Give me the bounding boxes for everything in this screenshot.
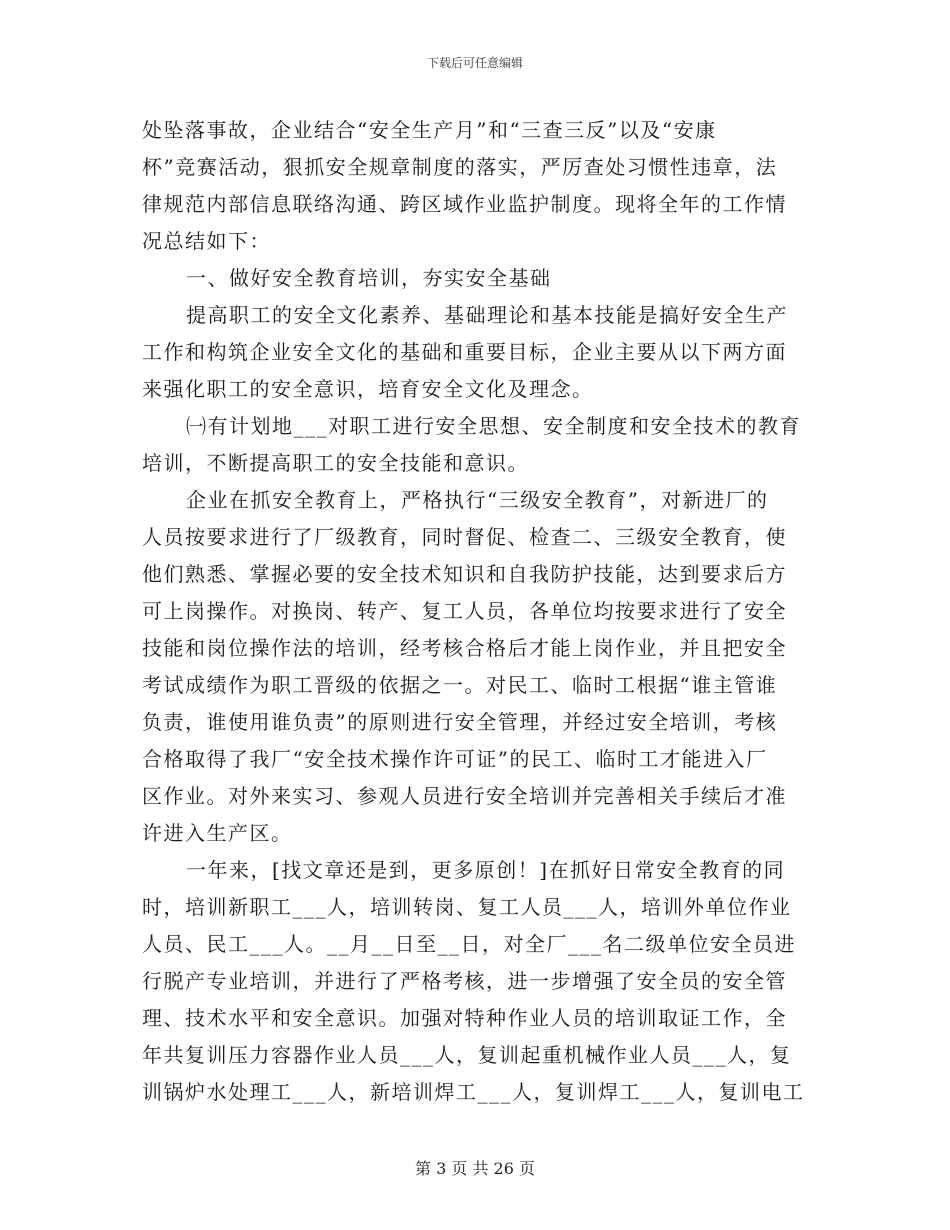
subsection-heading: ㈠有计划地___对职工进行安全思想、安全制度和安全技术的教育	[186, 414, 801, 438]
text-line: 处坠落事故，企业结合“安全生产月”和“三查三反”以及“安康	[142, 118, 717, 142]
text-line: 合格取得了我厂“安全技术操作许可证”的民工、临时工才能进入厂	[142, 747, 768, 771]
section-heading: 一、做好安全教育培训，夯实安全基础	[186, 266, 552, 290]
text-line: 负责，谁使用谁负责”的原则进行安全管理，并经过安全培训，考核	[142, 710, 778, 734]
text-line: 时，培训新职工___人，培训转岗、复工人员___人，培训外单位作业	[142, 895, 792, 919]
text-line: 人员按要求进行了厂级教育，同时督促、检查二、三级安全教育，使	[142, 525, 787, 549]
text-line: 杯”竞赛活动，狠抓安全规章制度的落实，严厉查处习惯性违章，法	[142, 155, 778, 179]
text-line: 提高职工的安全文化素养、基础理论和基本技能是搞好安全生产	[186, 303, 788, 327]
page-header-note: 下载后可任意编辑	[426, 56, 523, 70]
text-line: 律规范内部信息联络沟通、跨区域作业监护制度。现将全年的工作情	[142, 192, 787, 216]
text-line: 区作业。对外来实习、参观人员进行安全培训并完善相关手续后才准	[142, 784, 787, 808]
text-line: 来强化职工的安全意识，培育安全文化及理念。	[142, 377, 594, 401]
text-line: 许进入生产区。	[142, 821, 293, 845]
text-line: 技能和岗位操作法的培训，经考核合格后才能上岗作业，并且把安全	[142, 636, 787, 660]
text-line: 理、技术水平和安全意识。加强对特种作业人员的培训取证工作，全	[142, 1006, 787, 1030]
text-line: 行脱产专业培训，并进行了严格考核，进一步增强了安全员的安全管	[142, 969, 787, 993]
text-line: 人员、民工___人。__月__日至__日，对全厂___名二级单位安全员进	[142, 932, 796, 956]
text-line: 企业在抓安全教育上，严格执行“三级安全教育”，对新进厂的	[186, 488, 769, 512]
text-line: 他们熟悉、掌握必要的安全技术知识和自我防护技能，达到要求后方	[142, 562, 787, 586]
text-line: 可上岗操作。对换岗、转产、复工人员，各单位均按要求进行了安全	[142, 599, 787, 623]
text-line: 工作和构筑企业安全文化的基础和重要目标，企业主要从以下两方面	[142, 340, 787, 364]
text-line: 训锅炉水处理工___人，新培训焊工___人，复训焊工___人，复训电工	[142, 1080, 805, 1104]
text-line: 考试成绩作为职工晋级的依据之一。对民工、临时工根据“谁主管谁	[142, 673, 778, 697]
document-body	[142, 112, 812, 1111]
text-line: 一年来，[找文章还是到，更多原创！]在抓好日常安全教育的同	[186, 858, 786, 882]
text-line: 培训，不断提高职工的安全技能和意识。	[142, 451, 529, 475]
text-line: 年共复训压力容器作业人员___人，复训起重机械作业人员___人，复	[142, 1043, 792, 1067]
text-line: 况总结如下：	[142, 229, 271, 253]
page-number: 第 3 页 共 26 页	[415, 1159, 535, 1178]
